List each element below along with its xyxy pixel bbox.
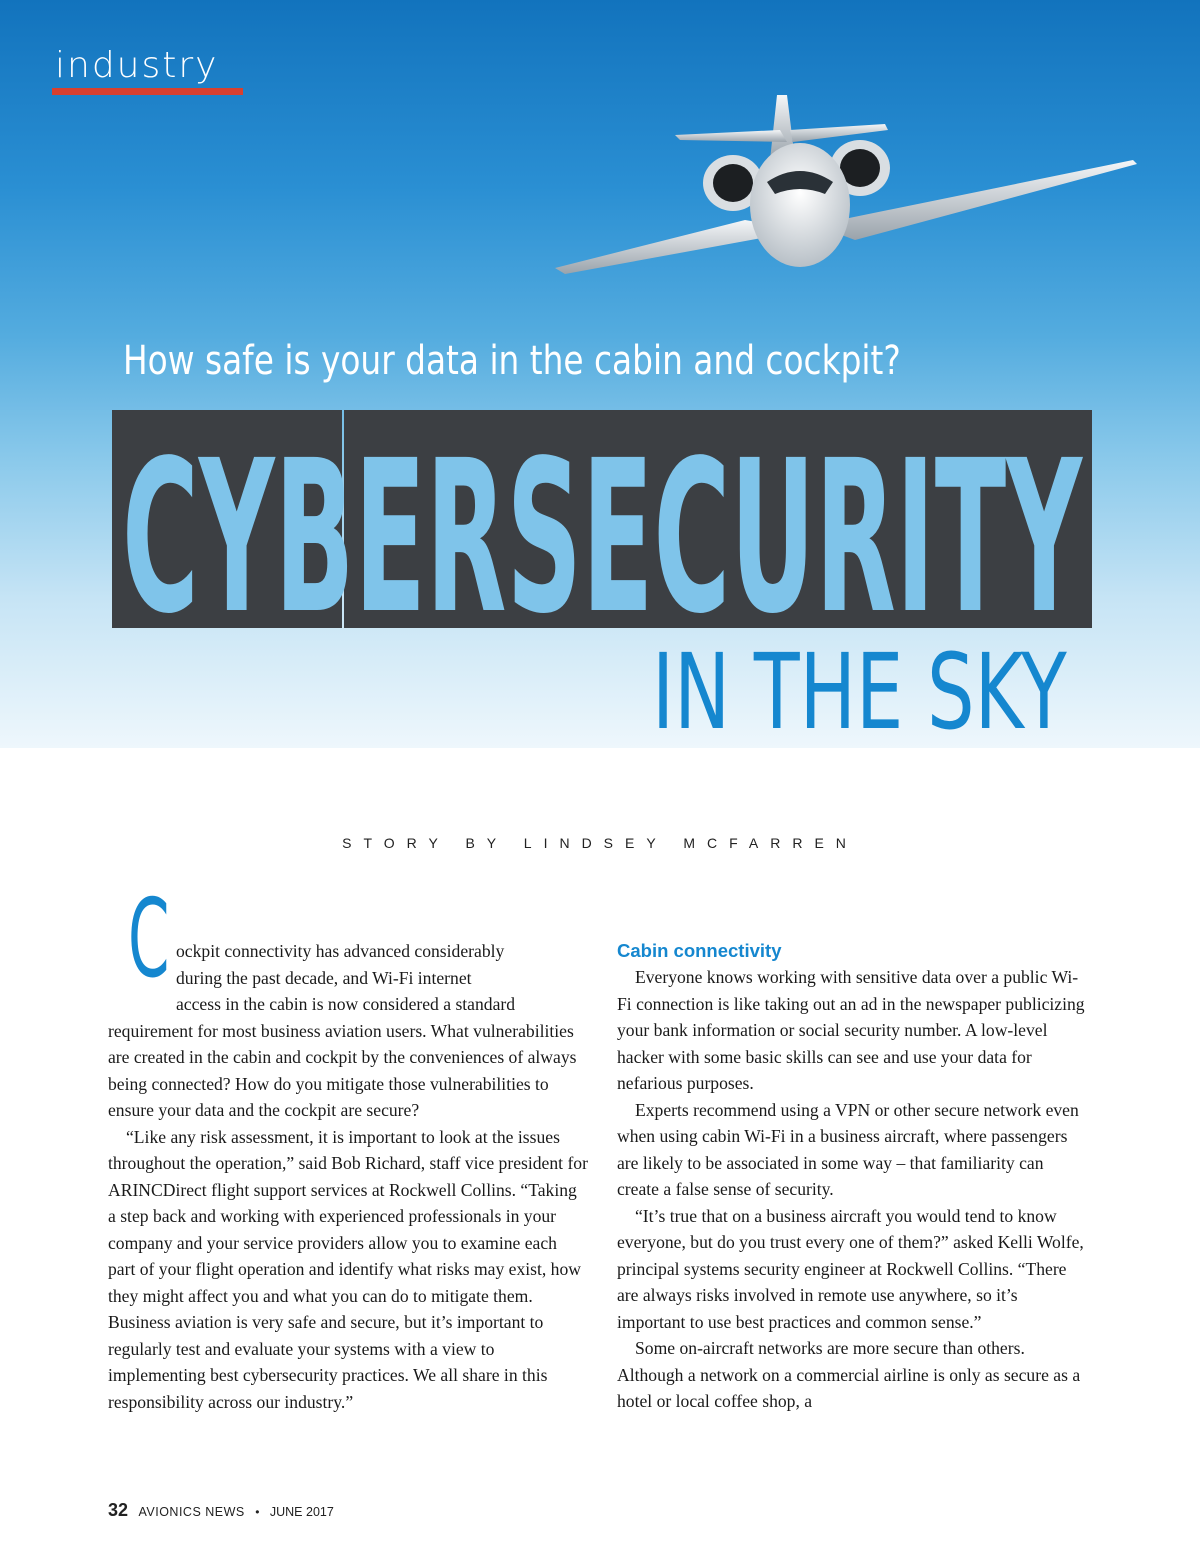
paragraph: Experts recommend using a VPN or other secure network even when using cabin Wi-Fi in a business aircraft, where passengers are likely to be associated in some way – that familiarity can create a false sense of security. bbox=[617, 1099, 1079, 1199]
title-text bbox=[112, 410, 1092, 628]
hero-banner bbox=[0, 0, 1200, 753]
article-column-right bbox=[617, 938, 1087, 1415]
footer-separator: • bbox=[255, 1505, 260, 1519]
article-title bbox=[112, 410, 1092, 628]
page-footer bbox=[108, 1500, 334, 1521]
first-line-3: access in the cabin is now considered a standard bbox=[176, 994, 516, 1014]
business-jet-icon bbox=[555, 90, 1145, 280]
page-number: 32 bbox=[108, 1500, 129, 1520]
title-word: CYBERSECURITY bbox=[122, 415, 1084, 628]
paragraph: Everyone knows working with sensitive data over a public Wi-Fi connection is like taking out an ad in the newspaper publicizing your bank information or social security number. A low-level hacker with some basic skills can see and use your data for nefarious purposes. bbox=[617, 967, 1085, 1093]
section-heading: Cabin connectivity bbox=[617, 940, 782, 961]
paragraph: “Like any risk assessment, it is important to look at the issues throughout the operation,” said Bob Richard, staff vice president for ARINCDirect flight support services at Rockwell Collins. “Taking a step back and working with experienced professionals in your company and your service providers allow you to examine each part of your flight operation and identify what risks may exist, how they might affect you and what you can do to mitigate them. Business aviation is very safe and secure, but it’s important to regularly test and evaluate your systems with a view to implementing best cybersecurity practices. We all share in this responsibility across our industry.” bbox=[108, 1126, 588, 1412]
drop-cap: C bbox=[128, 877, 170, 1002]
section-tag: industry bbox=[55, 45, 219, 86]
first-line-2: during the past decade, and Wi-Fi internet bbox=[176, 967, 472, 988]
first-line-1: ockpit connectivity has advanced considerably bbox=[176, 941, 505, 961]
paragraph: “It’s true that on a business aircraft you would tend to know everyone, but do you trust every one of them?” asked Kelli Wolfe, principal systems security engineer at Rockwell Collins. “There are always risks involved in remote use anywhere, so it’s important to use best practices and common sense.” bbox=[617, 1205, 1084, 1332]
title-line-2: IN THE SKY bbox=[652, 631, 1067, 753]
byline: STORY BY LINDSEY MCFARREN bbox=[342, 835, 858, 851]
issue-date: JUNE 2017 bbox=[269, 1505, 334, 1519]
first-paragraph-rest: requirement for most business aviation users. What vulnerabilities are created in the cabin and cockpit by the conveniences of always being connected? How do you mitigate those vulnerabilities to ensure your data and the cockpit are secure? bbox=[108, 1020, 577, 1120]
magazine-name: AVIONICS NEWS bbox=[138, 1505, 245, 1519]
article-column-left bbox=[108, 877, 588, 1415]
first-paragraph bbox=[108, 877, 588, 1124]
section-rule bbox=[52, 88, 243, 95]
paragraph: Some on-aircraft networks are more secure than others. Although a network on a commercial airline is only as secure as a hotel or local coffee shop, a bbox=[617, 1338, 1081, 1411]
article-subheadline: How safe is your data in the cabin and cockpit? bbox=[123, 338, 901, 384]
